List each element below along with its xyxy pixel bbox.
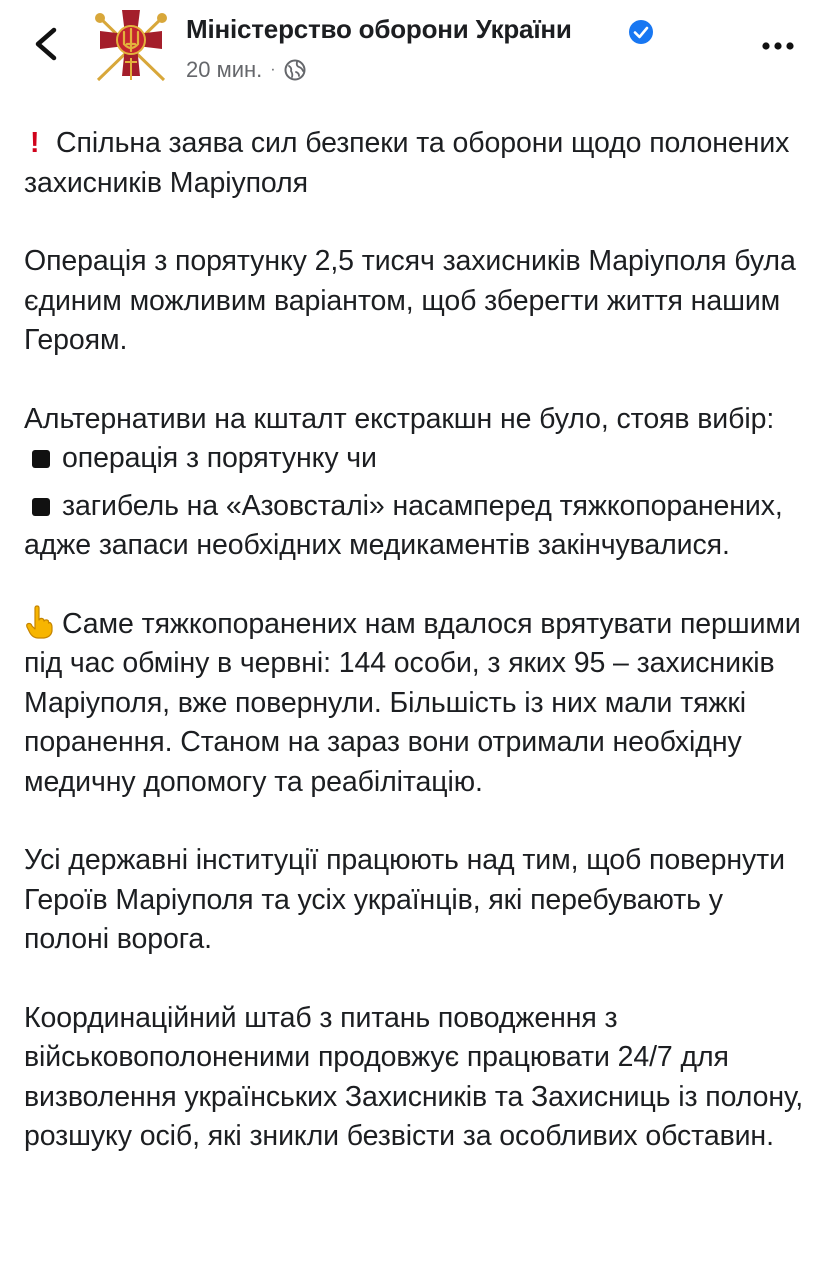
post-headline-paragraph (24, 124, 814, 203)
post-paragraph-4: Усі державні інституції працюють над тим, щоб повернути Героїв Маріуполя та усіх українців, які перебувають у полоні ворога. (24, 844, 785, 955)
red-exclamation-icon: ! (30, 127, 40, 159)
black-square-icon (32, 450, 50, 468)
chevron-left-icon[interactable] (28, 24, 64, 64)
post-paragraph-3-text: Саме тяжкопоранених нам вдалося врятувати першими під час обміну в червні: 144 особи, з яких 95 – захисників Маріуполя, вже повернули. Більшість із них мали тяжкі поранення. Станом на зараз вони отримали необхідну медичну допомогу та реабілітацію. (24, 607, 801, 798)
post-meta (186, 57, 306, 83)
post-body (24, 124, 814, 1157)
avatar[interactable] (92, 6, 170, 84)
post-paragraph-2: Альтернативи на кшталт екстракшн не було, стояв вибір: (24, 402, 775, 435)
post-paragraph-1: Операція з порятунку 2,5 тисяч захисників Маріуполя була єдиним можливим варіантом, щоб зберегти життя нашим Героям. (24, 245, 796, 356)
verified-badge-icon (628, 19, 654, 45)
post-paragraph-5: Координаційний штаб з питань поводження з військовополоненими продовжує працювати 24/7 для визволення українських Захисників та Захисниць із полону, розшуку осіб, які зникли безвісти за особливих обставин. (24, 1001, 804, 1152)
post-paragraph-3 (24, 605, 814, 803)
bullet-text-1: операція з порятунку чи (62, 442, 377, 474)
meta-separator: · (270, 61, 276, 78)
post-header (0, 0, 823, 100)
pointing-hand-icon (24, 605, 54, 639)
black-square-icon (32, 498, 50, 516)
more-horizontal-icon[interactable] (758, 26, 798, 66)
bullet-text-2: загибель на «Азовсталі» насамперед тяжкопоранених, адже запаси необхідних медикаментів закінчувалися. (24, 489, 783, 561)
post-headline: Спільна заява сил безпеки та оборони щодо полонених захисників Маріуполя (24, 127, 790, 199)
post-timestamp[interactable]: 20 мин. (186, 57, 263, 82)
page-name[interactable]: Міністерство оборони України (186, 14, 572, 44)
bullet-item-2 (24, 487, 814, 566)
globe-icon (284, 59, 306, 81)
bullet-item-1 (24, 439, 814, 479)
